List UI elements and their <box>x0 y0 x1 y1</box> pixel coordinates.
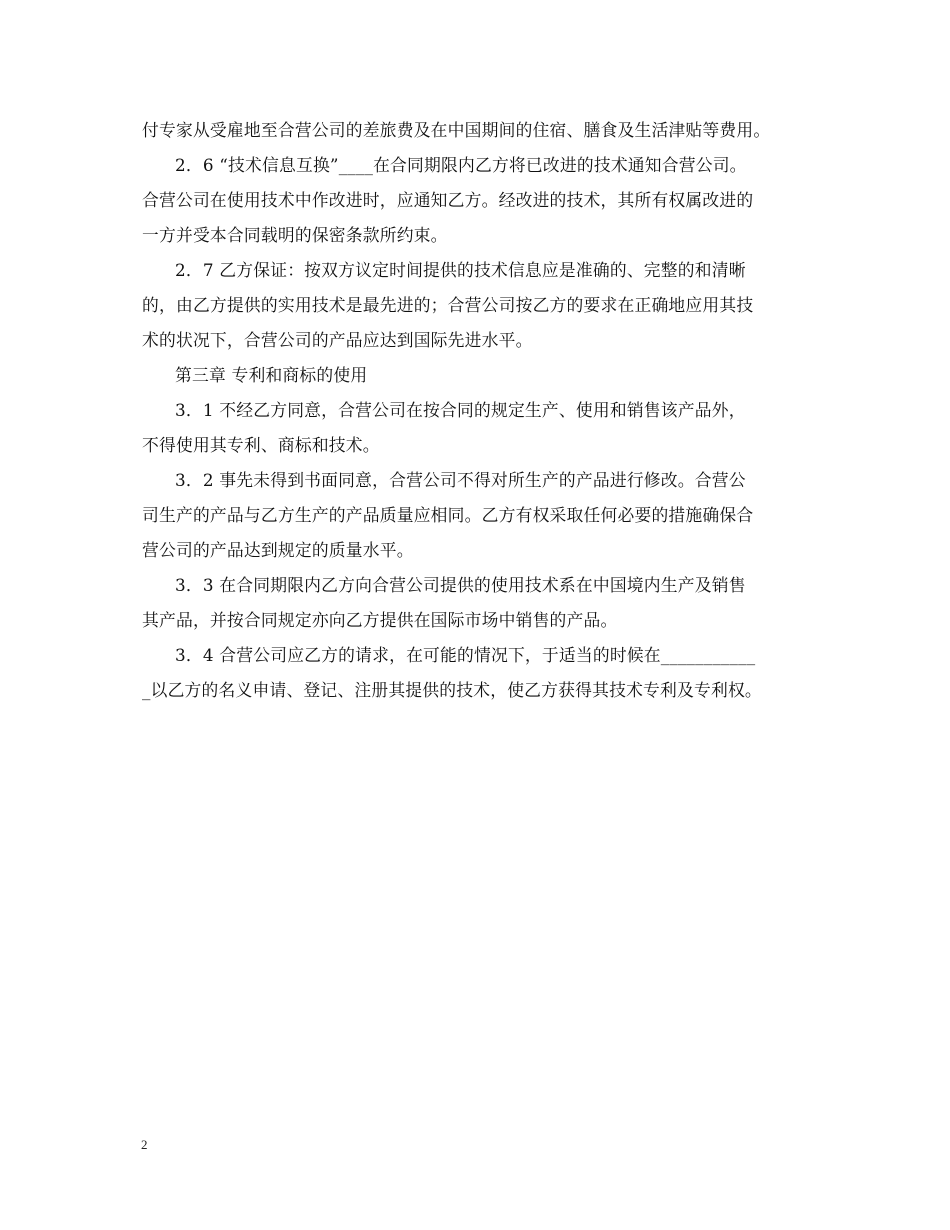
paragraph-line: 3．1 不经乙方同意，合营公司在按合同的规定生产、使用和销售该产品外， <box>175 400 746 420</box>
paragraph-line: 3．2 事先未得到书面同意，合营公司不得对所生产的产品进行修改。合营公 <box>175 470 746 490</box>
paragraph-line: 司生产的产品与乙方生产的产品质量应相同。乙方有权采取任何必要的措施确保合 <box>142 505 754 525</box>
paragraph-line: 不得使用其专利、商标和技术。 <box>142 435 380 455</box>
paragraph-line: 2．7 乙方保证：按双方议定时间提供的技术信息应是准确的、完整的和清晰 <box>175 260 746 280</box>
paragraph-line: 营公司的产品达到规定的质量水平。 <box>142 540 414 560</box>
paragraph-line: 3．3 在合同期限内乙方向合营公司提供的使用技术系在中国境内生产及销售 <box>175 575 746 595</box>
paragraph-line: 其产品，并按合同规定亦向乙方提供在国际市场中销售的产品。 <box>142 610 618 630</box>
paragraph-line: 术的状况下，合营公司的产品应达到国际先进水平。 <box>142 330 533 350</box>
paragraph-line: _以乙方的名义申请、登记、注册其提供的技术，使乙方获得其技术专利及专利权。 <box>142 680 762 700</box>
paragraph-line: 一方并受本合同载明的保密条款所约束。 <box>142 225 448 245</box>
paragraph-line: 付专家从受雇地至合营公司的差旅费及在中国期间的住宿、膳食及生活津贴等费用。 <box>142 120 771 140</box>
document-body <box>142 113 814 708</box>
paragraph-line: 的，由乙方提供的实用技术是最先进的；合营公司按乙方的要求在正确地应用其技 <box>142 295 754 315</box>
paragraph-line: 3．4 合营公司应乙方的请求，在可能的情况下，于适当的时候在___________ <box>175 645 756 665</box>
page-number: 2 <box>141 1137 148 1152</box>
paragraph-line: 2．6 “技术信息互换”____在合同期限内乙方将已改进的技术通知合营公司。 <box>175 155 747 175</box>
paragraph-line: 合营公司在使用技术中作改进时，应通知乙方。经改进的技术，其所有权属改进的 <box>142 190 754 210</box>
chapter-heading: 第三章 专利和商标的使用 <box>175 365 368 385</box>
